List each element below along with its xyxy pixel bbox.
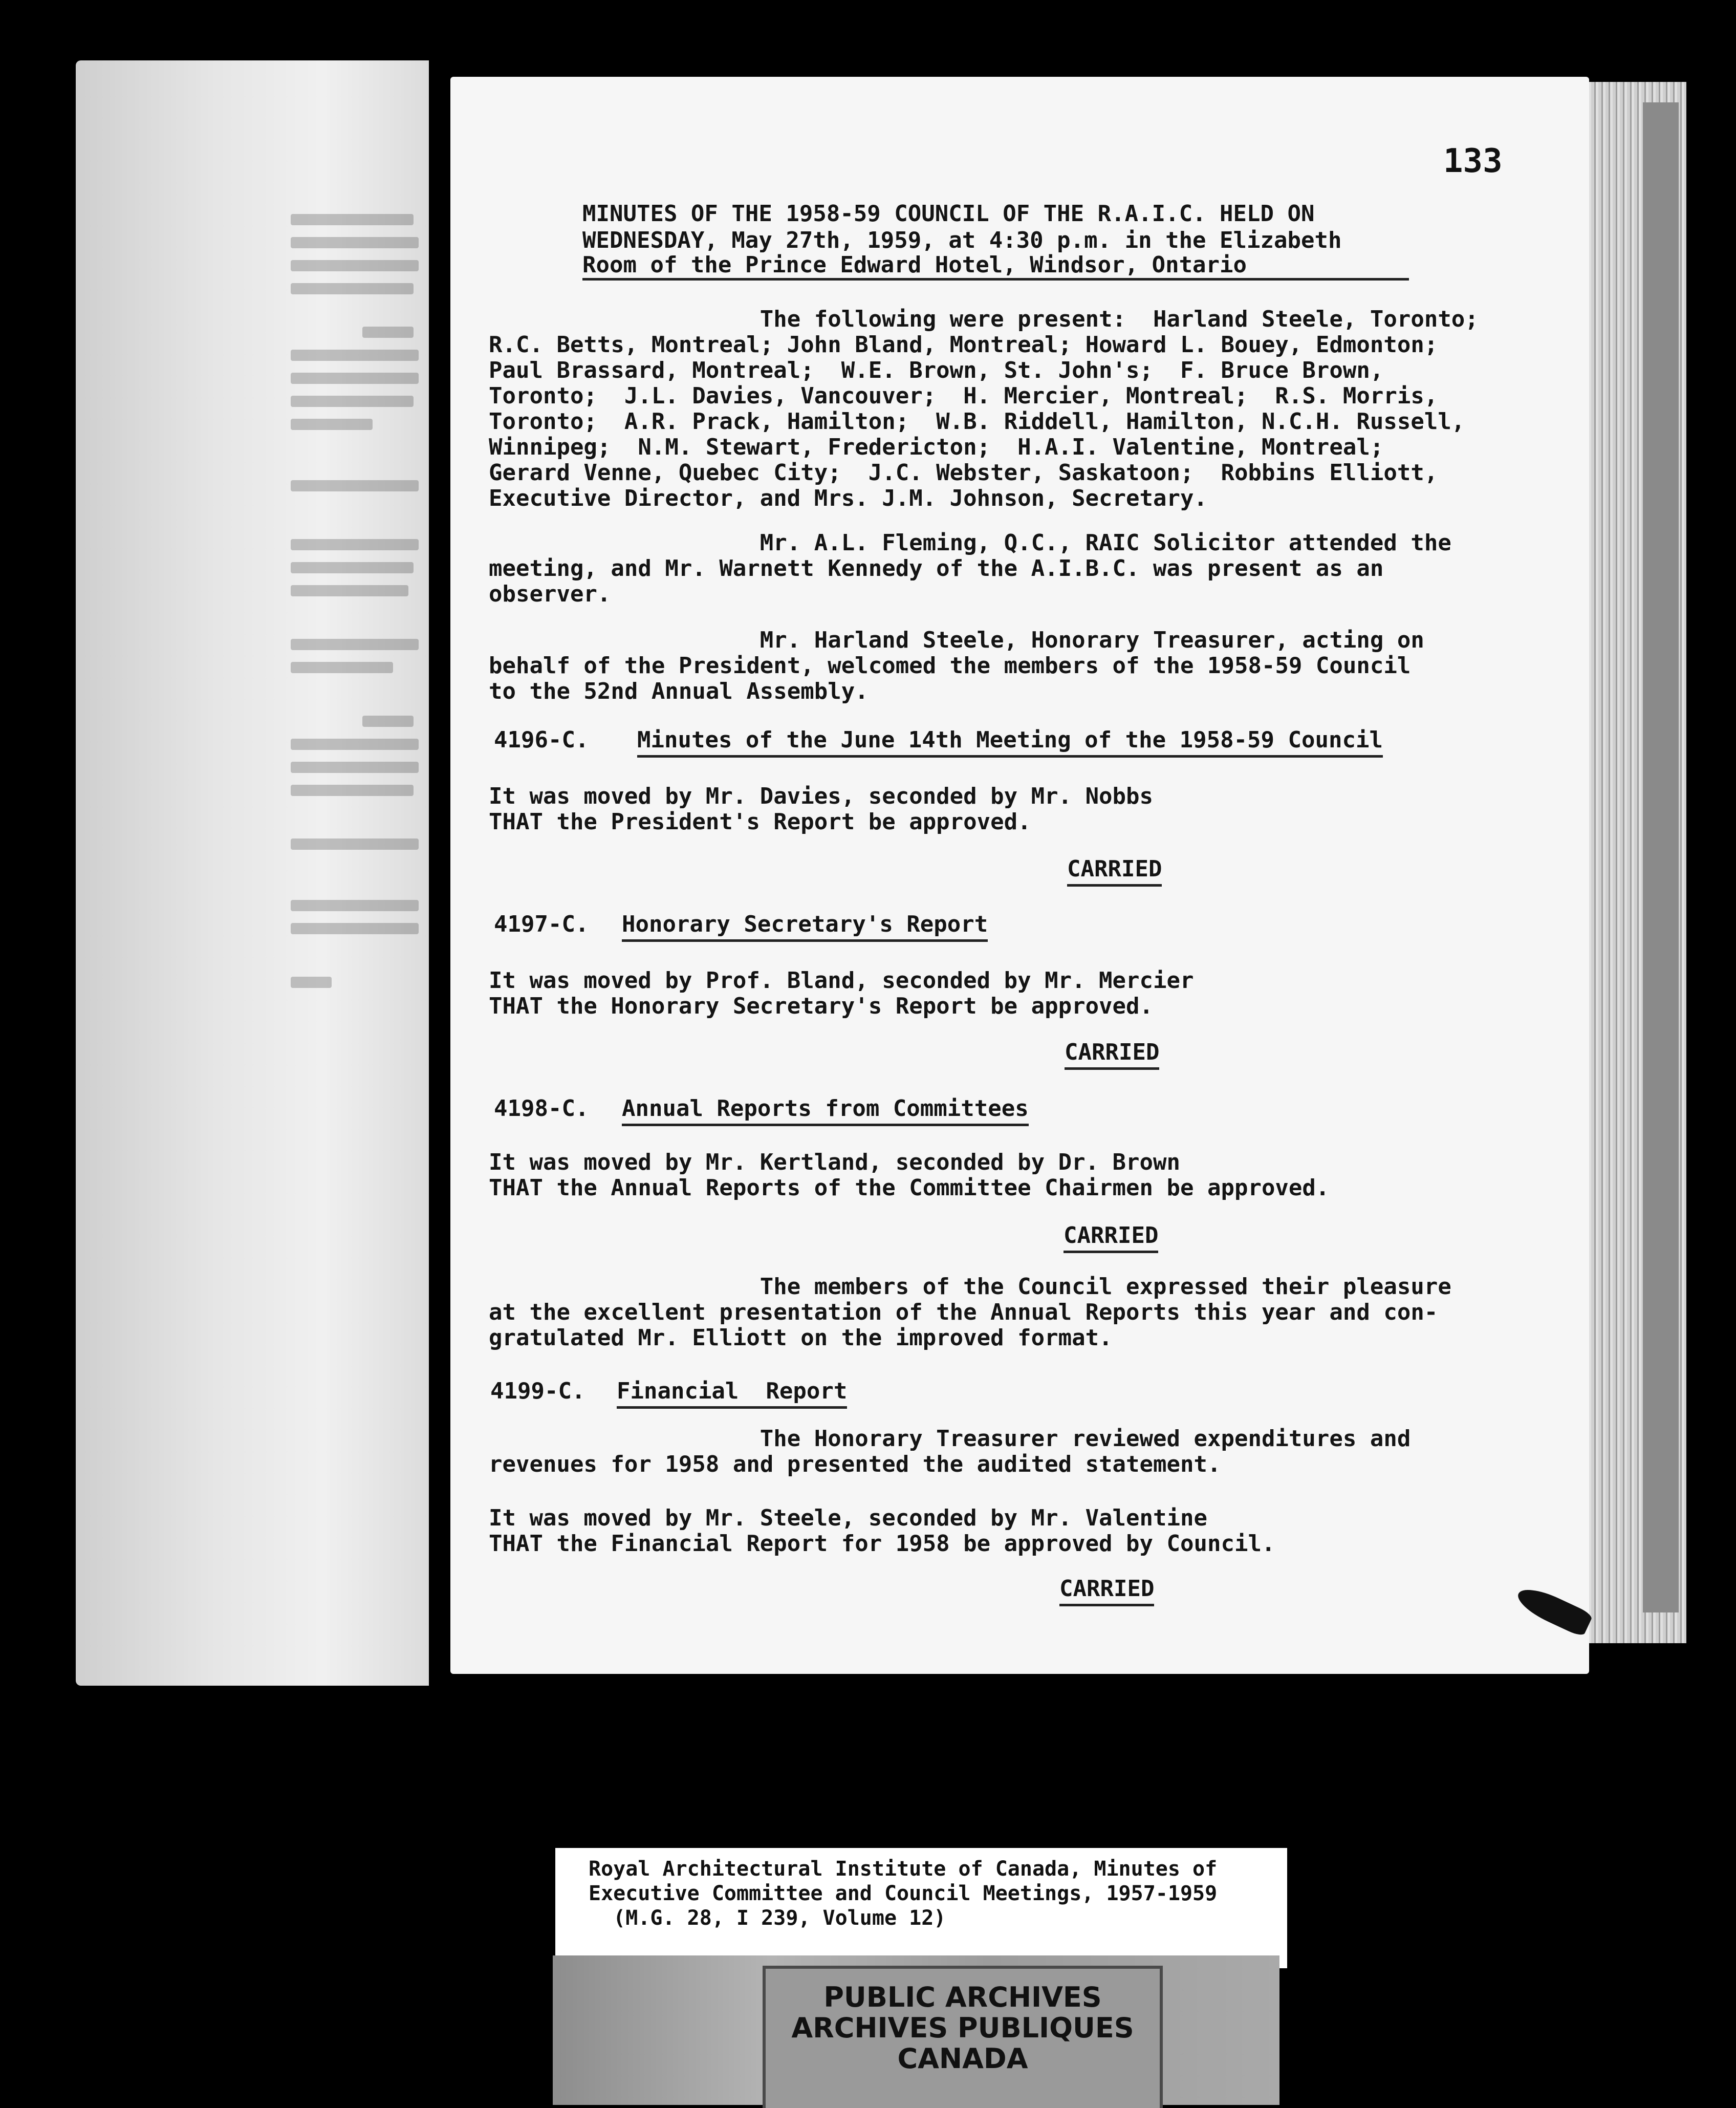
present-line: Toronto; J.L. Davies, Vancouver; H. Mercier, Montreal; R.S. Morris,	[489, 383, 1438, 409]
solicitor-line: Mr. A.L. Fleming, Q.C., RAIC Solicitor attended the	[489, 530, 1451, 556]
bleed-through-line	[291, 373, 419, 384]
heading-line-1: MINUTES OF THE 1958-59 COUNCIL OF THE R.A.I.C. HELD ON	[582, 201, 1315, 227]
bleed-through-line	[291, 585, 408, 596]
bleed-through-line	[291, 762, 419, 773]
section-number: 4199-C.	[490, 1378, 585, 1404]
binding-shadow	[1643, 102, 1679, 1612]
motion-line: It was moved by Mr. Davies, seconded by Mr. Nobbs	[489, 783, 1154, 809]
bleed-through-line	[291, 214, 414, 225]
bleed-through-line	[291, 539, 419, 550]
heading-line-2: WEDNESDAY, May 27th, 1959, at 4:30 p.m. in the Elizabeth	[582, 227, 1342, 253]
present-line: Executive Director, and Mrs. J.M. Johnson, Secretary.	[489, 485, 1207, 511]
bleed-through-line	[291, 283, 414, 294]
section-number: 4197-C.	[494, 911, 589, 937]
welcome-line: Mr. Harland Steele, Honorary Treasurer, acting on	[489, 627, 1424, 653]
bleed-through-line	[291, 739, 419, 750]
welcome-line: to the 52nd Annual Assembly.	[489, 678, 869, 704]
section-title: Annual Reports from Committees	[622, 1095, 1029, 1126]
bleed-through-line	[291, 260, 419, 271]
stamp-line: ARCHIVES PUBLIQUES	[791, 2012, 1134, 2044]
section-number: 4196-C.	[494, 727, 589, 753]
section-title: Financial Report	[617, 1378, 847, 1409]
bleed-through-line	[291, 785, 414, 796]
treasurer-review-line: revenues for 1958 and presented the audited statement.	[489, 1451, 1221, 1477]
motion-line: THAT the President's Report be approved.	[489, 809, 1031, 835]
bleed-through-line	[362, 327, 414, 338]
motion-line: THAT the Honorary Secretary's Report be approved.	[489, 993, 1154, 1019]
heading-line-3: Room of the Prince Edward Hotel, Windsor, Ontario	[582, 252, 1247, 278]
motion-line: It was moved by Mr. Steele, seconded by Mr. Valentine	[489, 1505, 1207, 1531]
bleed-through-line	[291, 396, 414, 407]
council-remark-line: at the excellent presentation of the Annual Reports this year and con-	[489, 1299, 1438, 1325]
bleed-through-line	[291, 237, 419, 248]
stamp-line: PUBLIC ARCHIVES	[823, 1981, 1102, 2013]
archive-label-line: (M.G. 28, I 239, Volume 12)	[589, 1906, 946, 1930]
bleed-through-line	[291, 480, 419, 491]
motion-line: It was moved by Prof. Bland, seconded by Mr. Mercier	[489, 967, 1194, 994]
carried-label: CARRIED	[1064, 1222, 1158, 1253]
bleed-through-line	[291, 977, 332, 988]
section-number: 4198-C.	[494, 1095, 589, 1122]
present-line: The following were present: Harland Steele, Toronto;	[489, 306, 1479, 332]
stamp-line: CANADA	[897, 2042, 1028, 2075]
council-remark-line: gratulated Mr. Elliott on the improved format.	[489, 1325, 1113, 1351]
carried-label: CARRIED	[1065, 1039, 1159, 1070]
archive-label-line: Royal Architectural Institute of Canada, Minutes of	[589, 1857, 1218, 1881]
heading-underline	[582, 278, 1409, 281]
present-line: Toronto; A.R. Prack, Hamilton; W.B. Riddell, Hamilton, N.C.H. Russell,	[489, 408, 1465, 435]
section-title: Minutes of the June 14th Meeting of the 1958-59 Council	[637, 727, 1383, 758]
motion-line: It was moved by Mr. Kertland, seconded by Dr. Brown	[489, 1149, 1181, 1175]
bleed-through-line	[291, 639, 419, 650]
treasurer-review-line: The Honorary Treasurer reviewed expenditures and	[489, 1426, 1411, 1452]
bleed-through-line	[291, 662, 393, 673]
bleed-through-line	[362, 716, 414, 727]
present-line: R.C. Betts, Montreal; John Bland, Montreal; Howard L. Bouey, Edmonton;	[489, 332, 1438, 358]
welcome-line: behalf of the President, welcomed the members of the 1958-59 Council	[489, 653, 1411, 679]
solicitor-line: observer.	[489, 581, 611, 607]
left-facing-page	[76, 60, 429, 1686]
section-title: Honorary Secretary's Report	[622, 911, 988, 942]
present-line: Gerard Venne, Quebec City; J.C. Webster, Saskatoon; Robbins Elliott,	[489, 460, 1438, 486]
carried-label: CARRIED	[1067, 856, 1162, 887]
bleed-through-line	[291, 419, 373, 430]
carried-label: CARRIED	[1059, 1576, 1154, 1606]
bleed-through-line	[291, 923, 419, 934]
motion-line: THAT the Annual Reports of the Committee Chairmen be approved.	[489, 1175, 1330, 1201]
present-line: Winnipeg; N.M. Stewart, Fredericton; H.A.I. Valentine, Montreal;	[489, 434, 1384, 460]
council-remark-line: The members of the Council expressed their pleasure	[489, 1274, 1451, 1300]
bleed-through-line	[291, 562, 414, 573]
present-line: Paul Brassard, Montreal; W.E. Brown, St. John's; F. Bruce Brown,	[489, 357, 1384, 383]
page-number: 133	[1443, 142, 1503, 180]
archive-label-line: Executive Committee and Council Meetings, 1957-1959	[589, 1882, 1218, 1905]
bleed-through-line	[291, 350, 419, 361]
bleed-through-line	[291, 838, 419, 850]
bleed-through-line	[291, 900, 419, 911]
motion-line: THAT the Financial Report for 1958 be approved by Council.	[489, 1531, 1275, 1557]
solicitor-line: meeting, and Mr. Warnett Kennedy of the A.I.B.C. was present as an	[489, 555, 1384, 582]
